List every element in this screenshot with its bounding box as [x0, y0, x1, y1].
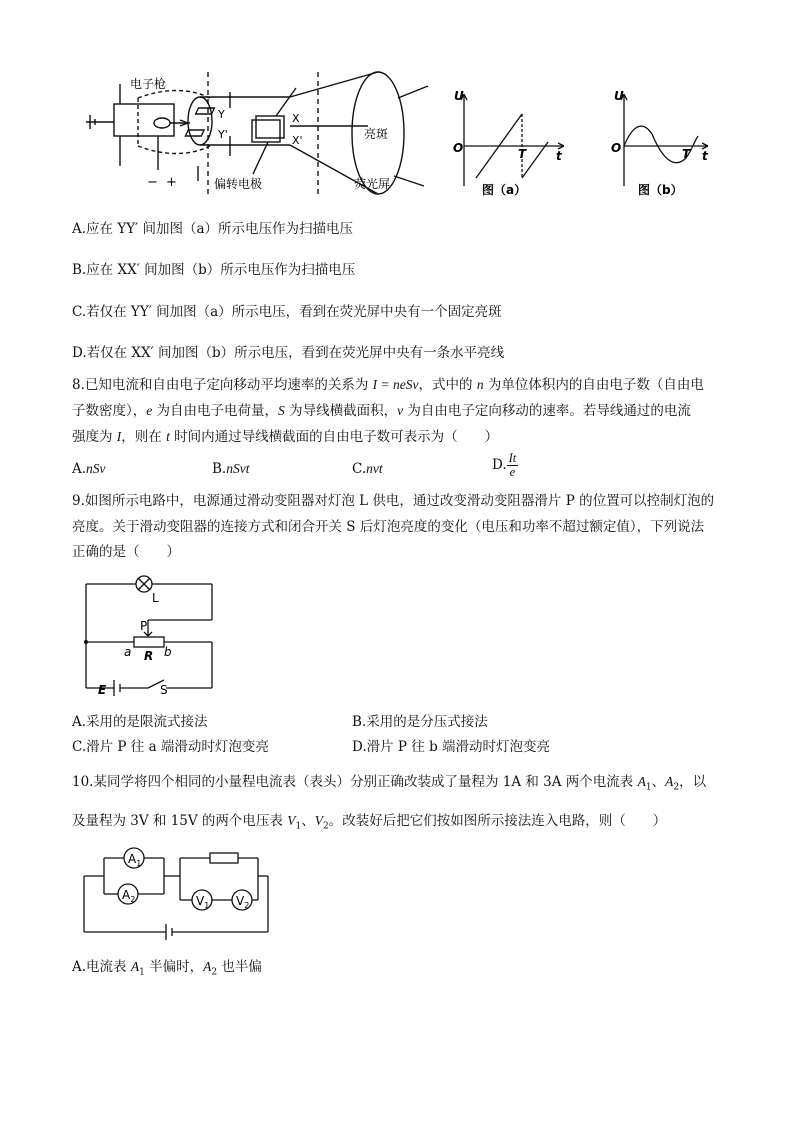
q8-option-d: D. $\frac{It}{e}$	[492, 451, 517, 479]
q10-option-a: A.电流表 $A_1$ 半偏时，$A_2$ 也半偏	[72, 959, 262, 978]
plate-y-prime-label: Y'	[218, 128, 228, 141]
q9-option-c: C.滑片 P 往 a 端滑动时灯泡变亮	[72, 739, 269, 755]
switch-label: S	[160, 683, 168, 697]
graph-b-period: T	[682, 147, 691, 161]
q9-option-d: D.滑片 P 往 b 端滑动时灯泡变亮	[352, 739, 551, 755]
source-label: E	[98, 683, 107, 697]
slider-label: P	[140, 619, 148, 633]
q10-circuit	[78, 844, 274, 946]
q8-option-b: B.nSvt	[212, 461, 250, 477]
q8-line-1: 8.已知电流和自由电子定向移动平均速率的关系为 I = neSv，式中的 n 为单位体积内的自由电子数（自由电	[72, 377, 704, 393]
graph-b-y-axis: U	[614, 89, 624, 103]
deflection-electrode-label: 偏转电极	[214, 177, 263, 191]
q9-line-1: 9.如图所示电路中，电源通过滑动变阻器对灯泡 L 供电，通过改变滑动变阻器滑片 P 的位置可以控制灯泡的	[72, 493, 715, 509]
graph-a-y-axis: U	[454, 89, 464, 103]
bright-spot-label: 亮斑	[364, 127, 389, 141]
graph-a-x-axis: t	[556, 149, 562, 163]
graph-b	[611, 89, 709, 197]
q8-line-2: 子数密度），e 为自由电子电荷量，S 为导线横截面积，v 为自由电子定向移动的速率。若导线通过的电流	[72, 403, 691, 419]
graph-b-origin: O	[611, 141, 622, 155]
plus-sign: +	[166, 175, 177, 190]
minus-sign: −	[147, 175, 158, 190]
voltmeter-v1-label: $V_1$	[196, 894, 210, 910]
crt-figure	[78, 66, 723, 201]
q8-option-c: C.nvt	[352, 461, 383, 477]
rheostat-label: R	[144, 649, 154, 663]
plate-x-prime-label: X'	[292, 134, 303, 147]
q8-option-a: A.nSv	[72, 461, 106, 477]
q9-line-3: 正确的是（ ）	[72, 544, 180, 560]
lamp-label: L	[152, 591, 159, 605]
graph-a-period: T	[518, 147, 527, 161]
voltmeter-v2-label: $V_2$	[236, 894, 250, 910]
plate-x-label: X	[292, 112, 300, 125]
terminal-b-label: b	[164, 645, 172, 659]
q8-line-3: 强度为 I，则在 t 时间内通过导线横截面的自由电子数可表示为（ ）	[72, 429, 499, 445]
q9-circuit	[76, 572, 220, 700]
q10-line-2: 及量程为 3V 和 15V 的两个电压表 $V_1$、$V_2$。改装好后把它们按如图所示接法连入电路，则（ ）	[72, 813, 667, 832]
q7-option-a: A.应在 YY′ 间加图（a）所示电压作为扫描电压	[72, 221, 354, 237]
graph-a-caption: 图（a）	[482, 183, 527, 197]
plate-y-label: Y	[218, 108, 225, 121]
q7-option-d: D.若仅在 XX′ 间加图（b）所示电压，看到在荧光屏中央有一条水平亮线	[72, 345, 505, 361]
graph-a-origin: O	[453, 141, 464, 155]
q9-line-2: 亮度。关于滑动变阻器的连接方式和闭合开关 S 后灯泡亮度的变化（电压和功率不超过额定值），下列说法	[72, 519, 705, 535]
q10-line-1: 10.某同学将四个相同的小量程电流表（表头）分别正确改装成了量程为 1A 和 3A 两个电流表 $A_1$、$A_2$，以	[72, 774, 707, 793]
graph-b-x-axis: t	[702, 149, 708, 163]
electron-gun-label: 电子枪	[130, 77, 167, 91]
q9-option-a: A.采用的是限流式接法	[72, 714, 208, 730]
screen-label: 荧光屏	[354, 177, 391, 191]
ammeter-a1-label: $A_1$	[128, 852, 142, 868]
terminal-a-label: a	[124, 645, 132, 659]
graph-b-caption: 图（b）	[638, 183, 683, 197]
q7-option-b: B.应在 XX′ 间加图（b）所示电压作为扫描电压	[72, 262, 356, 278]
q9-option-b: B.采用的是分压式接法	[352, 714, 488, 730]
q7-option-c: C.若仅在 YY′ 间加图（a）所示电压，看到在荧光屏中央有一个固定亮斑	[72, 304, 502, 320]
graph-a	[453, 89, 564, 197]
ammeter-a2-label: $A_2$	[122, 888, 136, 904]
